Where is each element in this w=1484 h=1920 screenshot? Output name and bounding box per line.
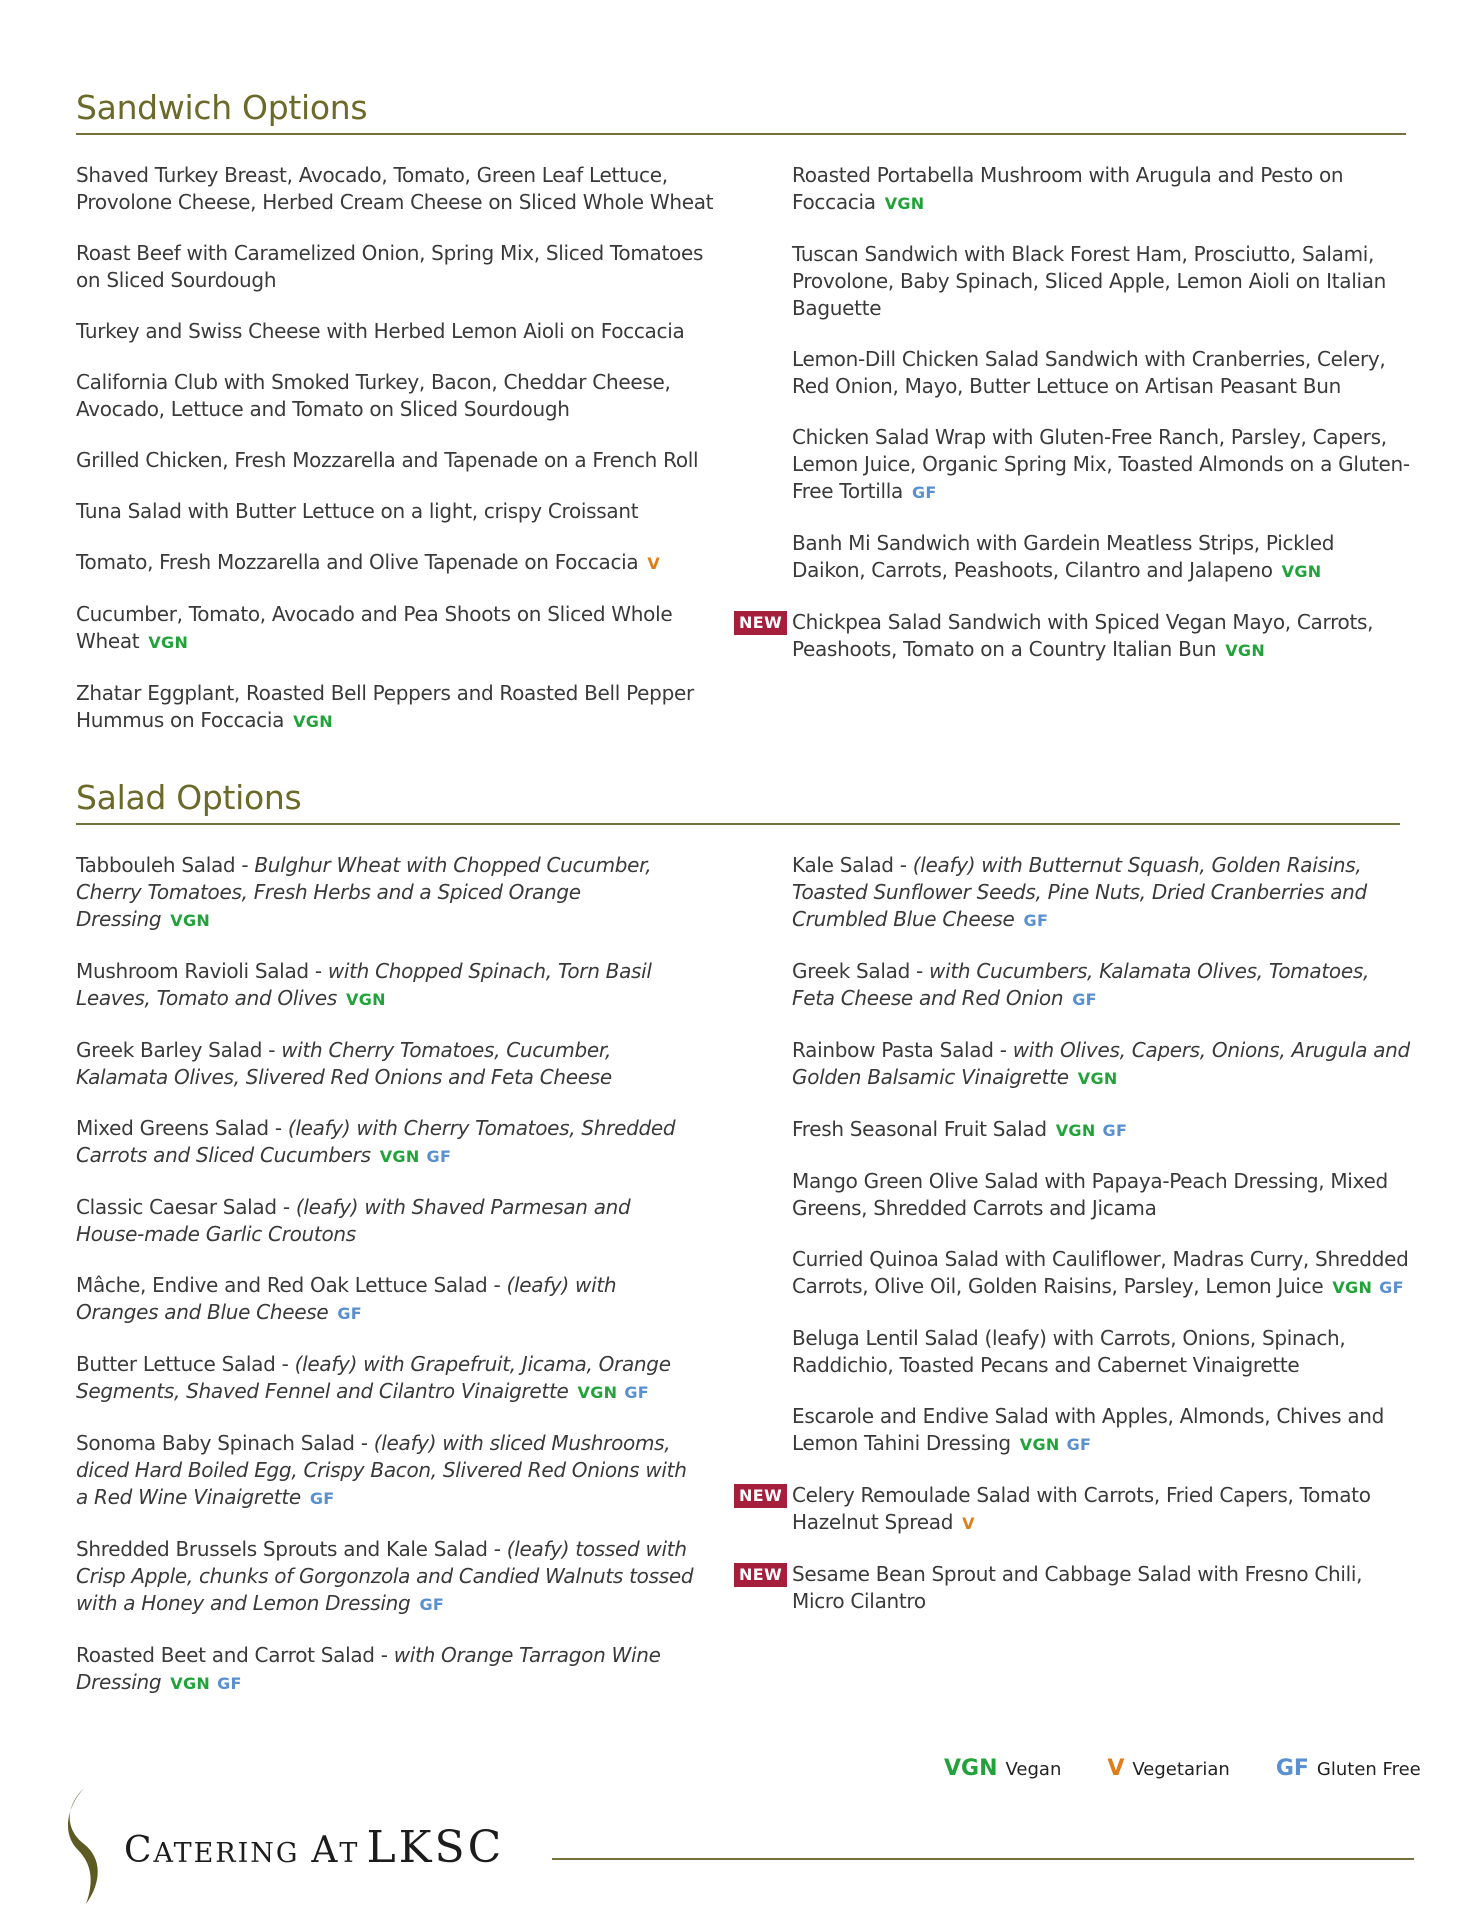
gluten-free-tag: GF — [309, 1489, 335, 1508]
sandwich-right-column — [739, 162, 1410, 688]
menu-item-name: Sonoma Baby Spinach Salad - — [76, 1431, 374, 1455]
menu-item-name: Zhatar Eggplant, Roasted Bell Peppers and Roasted Bell Pepper Hummus on Foccacia — [76, 681, 694, 732]
menu-item — [792, 424, 1410, 506]
menu-item-name: California Club with Smoked Turkey, Bacon, Cheddar Cheese, Avocado, Lettuce and Tomato on Sliced Sourdough — [76, 370, 671, 421]
gluten-free-tag: GF — [1066, 1435, 1092, 1454]
gluten-free-tag: GF — [1072, 990, 1097, 1009]
menu-item-name: Shredded Brussels Sprouts and Kale Salad - — [76, 1537, 507, 1561]
footer-brand-small: CATERING AT — [124, 1830, 360, 1871]
menu-item-name: Tomato, Fresh Mozzarella and Olive Tapenade on Foccacia — [76, 550, 639, 574]
menu-item-name: Banh Mi Sandwich with Gardein Meatless Strips, Pickled Daikon, Carrots, Peashoots, Cilantro and Jalapeno — [792, 531, 1335, 582]
menu-item-name: Turkey and Swiss Cheese with Herbed Lemon Aioli on Foccacia — [76, 319, 685, 343]
menu-item-name: Fresh Seasonal Fruit Salad — [792, 1117, 1047, 1141]
menu-item — [76, 1272, 704, 1327]
gluten-free-tag: GF — [1023, 911, 1049, 930]
vegan-tag: VGN — [170, 1674, 211, 1693]
menu-item-name: Roasted Beet and Carrot Salad - — [76, 1643, 394, 1667]
menu-item-name: Beluga Lentil Salad (leafy) with Carrots, Onions, Spinach, Raddichio, Toasted Pecans and Cabernet Vinaigrette — [792, 1326, 1346, 1377]
footer-brand-name — [124, 1822, 504, 1873]
menu-item-name: Mango Green Olive Salad with Papaya-Peach Dressing, Mixed Greens, Shredded Carrots and Jicama — [792, 1169, 1388, 1220]
menu-item — [76, 240, 716, 294]
sandwich-section-rule — [76, 133, 1406, 135]
menu-item-name: Escarole and Endive Salad with Apples, Almonds, Chives and Lemon Tahini Dressing — [792, 1404, 1385, 1455]
legend-v-label: Vegetarian — [1132, 1759, 1230, 1780]
menu-item-description: with Cucumbers, Kalamata Olives, Tomatoes, Feta Cheese and Red Onion — [792, 959, 1370, 1010]
menu-item-name: Curried Quinoa Salad with Cauliflower, Madras Curry, Shredded Carrots, Olive Oil, Golden Raisins, Parsley, Lemon Juice — [792, 1247, 1409, 1298]
menu-item — [792, 1168, 1410, 1222]
menu-item — [792, 1403, 1410, 1458]
menu-item — [76, 601, 716, 656]
footer-rule — [552, 1858, 1414, 1860]
vegan-tag: VGN — [577, 1383, 618, 1402]
menu-item — [76, 369, 716, 423]
menu-item — [739, 1561, 1410, 1615]
new-badge: NEW — [734, 1563, 787, 1587]
vegan-tag: VGN — [1281, 562, 1322, 581]
menu-item — [739, 1482, 1410, 1537]
vegan-tag: VGN — [1077, 1069, 1118, 1088]
menu-item-name: Mâche, Endive and Red Oak Lettuce Salad - — [76, 1273, 507, 1297]
menu-item — [792, 530, 1410, 585]
vegan-tag: VGN — [346, 990, 386, 1009]
legend-vgn-label: Vegan — [1005, 1759, 1062, 1780]
vegan-tag: VGN — [379, 1147, 420, 1166]
vegan-tag: VGN — [1332, 1278, 1373, 1297]
gluten-free-tag: GF — [419, 1595, 445, 1614]
vegetarian-tag: V — [647, 554, 661, 573]
menu-item — [792, 241, 1410, 322]
swirl-s-logo-icon — [62, 1786, 112, 1906]
gluten-free-tag: GF — [1102, 1121, 1128, 1140]
gluten-free-tag: GF — [624, 1383, 650, 1402]
vegan-tag: VGN — [1055, 1121, 1096, 1140]
sandwich-left-column — [76, 162, 716, 759]
menu-item-description: Bulghur Wheat with Chopped Cucumber, Cherry Tomatoes, Fresh Herbs and a Spiced Orange Dressing — [76, 853, 652, 931]
menu-item-name: Chicken Salad Wrap with Gluten-Free Ranch, Parsley, Capers, Lemon Juice, Organic Spring Mix, Toasted Almonds on a Gluten-Free Tortilla — [792, 425, 1410, 503]
menu-item-name: Tabbouleh Salad - — [76, 853, 255, 877]
menu-item — [792, 1037, 1410, 1092]
legend-vgn-symbol: VGN — [944, 1756, 998, 1781]
menu-item — [76, 1351, 704, 1406]
menu-item-description: (leafy) with Butternut Squash, Golden Raisins, Toasted Sunflower Seeds, Pine Nuts, Dried Cranberries and Crumbled Blue Cheese — [792, 853, 1367, 931]
vegan-tag: VGN — [884, 194, 925, 213]
menu-item-name: Kale Salad - — [792, 853, 913, 877]
menu-item-name: Mixed Greens Salad - — [76, 1116, 288, 1140]
menu-item-name: Sesame Bean Sprout and Cabbage Salad with Fresno Chili, Micro Cilantro — [792, 1562, 1363, 1613]
legend-gf-symbol: GF — [1275, 1756, 1309, 1781]
vegetarian-tag: V — [962, 1514, 975, 1533]
menu-item-name: Greek Barley Salad - — [76, 1038, 282, 1062]
vegan-tag: VGN — [293, 712, 333, 731]
menu-item — [76, 162, 716, 216]
menu-item — [792, 1325, 1410, 1379]
gluten-free-tag: GF — [337, 1304, 363, 1323]
menu-item — [76, 549, 716, 577]
footer-brand-big: LKSC — [366, 1822, 505, 1873]
menu-item-description: (leafy) with Cherry Tomatoes, Shredded Carrots and Sliced Cucumbers — [76, 1116, 676, 1167]
salad-right-column — [739, 852, 1410, 1639]
menu-item-name: Butter Lettuce Salad - — [76, 1352, 295, 1376]
new-badge: NEW — [734, 1484, 787, 1508]
menu-item-description: with Orange Tarragon Wine Dressing — [76, 1643, 661, 1694]
menu-item — [76, 680, 716, 735]
menu-item — [76, 1536, 704, 1618]
menu-item-description: (leafy) with Oranges and Blue Cheese — [76, 1273, 617, 1324]
legend-v-symbol: V — [1107, 1756, 1125, 1781]
menu-item-description: (leafy) tossed with Crisp Apple, chunks of Gorgonzola and Candied Walnuts tossed with a Honey and Lemon Dressing — [76, 1537, 694, 1615]
menu-item — [792, 852, 1410, 934]
menu-item-description: (leafy) with Shaved Parmesan and House-made Garlic Croutons — [76, 1195, 631, 1246]
gluten-free-tag: GF — [1379, 1278, 1404, 1297]
vegan-tag: VGN — [148, 633, 189, 652]
menu-item-description: (leafy) with Grapefruit, Jicama, Orange Segments, Shaved Fennel and Cilantro Vinaigrette — [76, 1352, 671, 1403]
menu-item — [76, 498, 716, 525]
vegan-tag: VGN — [1225, 641, 1266, 660]
menu-item-description: (leafy) with sliced Mushrooms, diced Hard Boiled Egg, Crispy Bacon, Slivered Red Onions with a Red Wine Vinaigrette — [76, 1431, 687, 1509]
menu-item-name: Tuscan Sandwich with Black Forest Ham, Prosciutto, Salami, Provolone, Baby Spinach, Sliced Apple, Lemon Aioli on Italian Baguette — [792, 242, 1387, 320]
sandwich-section-title: Sandwich Options — [76, 88, 368, 127]
new-badge: NEW — [734, 611, 787, 635]
menu-item — [792, 162, 1410, 217]
gluten-free-tag: GF — [911, 483, 937, 502]
menu-item-description: with Cherry Tomatoes, Cucumber, Kalamata Olives, Slivered Red Onions and Feta Cheese — [76, 1038, 612, 1089]
dietary-legend — [944, 1756, 1421, 1781]
menu-item — [792, 1246, 1410, 1301]
menu-item-name: Chickpea Salad Sandwich with Spiced Vegan Mayo, Carrots, Peashoots, Tomato on a Country Italian Bun — [792, 610, 1374, 661]
menu-item — [739, 609, 1410, 664]
menu-item-name: Grilled Chicken, Fresh Mozzarella and Tapenade on a French Roll — [76, 448, 699, 472]
menu-item-description: with Olives, Capers, Onions, Arugula and Golden Balsamic Vinaigrette — [792, 1038, 1410, 1089]
menu-item-name: Greek Salad - — [792, 959, 930, 983]
gluten-free-tag: GF — [426, 1147, 452, 1166]
menu-item-name: Roast Beef with Caramelized Onion, Spring Mix, Sliced Tomatoes on Sliced Sourdough — [76, 241, 704, 292]
menu-item — [76, 447, 716, 474]
vegan-tag: VGN — [1019, 1435, 1060, 1454]
menu-item — [76, 1037, 704, 1091]
vegan-tag: VGN — [170, 911, 211, 930]
legend-gf-label: Gluten Free — [1316, 1759, 1421, 1780]
menu-item-name: Shaved Turkey Breast, Avocado, Tomato, Green Leaf Lettuce, Provolone Cheese, Herbed Cream Cheese on Sliced Whole Wheat — [76, 163, 714, 214]
menu-item-name: Rainbow Pasta Salad - — [792, 1038, 1013, 1062]
menu-item — [792, 346, 1410, 400]
menu-item-name: Cucumber, Tomato, Avocado and Pea Shoots on Sliced Whole Wheat — [76, 602, 673, 653]
menu-item-name: Classic Caesar Salad - — [76, 1195, 296, 1219]
menu-item-name: Tuna Salad with Butter Lettuce on a light, crispy Croissant — [76, 499, 639, 523]
menu-item — [76, 1115, 704, 1170]
menu-item — [792, 958, 1410, 1013]
gluten-free-tag: GF — [217, 1674, 242, 1693]
menu-item — [76, 1642, 704, 1697]
menu-item-description: with Chopped Spinach, Torn Basil Leaves, Tomato and Olives — [76, 959, 652, 1010]
menu-item — [792, 1116, 1410, 1144]
menu-item-name: Celery Remoulade Salad with Carrots, Fried Capers, Tomato Hazelnut Spread — [792, 1483, 1371, 1534]
salad-section-rule — [76, 823, 1400, 825]
menu-item-name: Mushroom Ravioli Salad - — [76, 959, 328, 983]
salad-section-title: Salad Options — [76, 778, 302, 817]
menu-item — [76, 852, 704, 934]
menu-item-name: Roasted Portabella Mushroom with Arugula and Pesto on Foccacia — [792, 163, 1344, 214]
menu-item — [76, 1194, 704, 1248]
menu-item — [76, 1430, 704, 1512]
menu-item — [76, 318, 716, 345]
menu-item-name: Lemon-Dill Chicken Salad Sandwich with Cranberries, Celery, Red Onion, Mayo, Butter Lettuce on Artisan Peasant Bun — [792, 347, 1386, 398]
salad-left-column — [76, 852, 704, 1721]
menu-item — [76, 958, 704, 1013]
